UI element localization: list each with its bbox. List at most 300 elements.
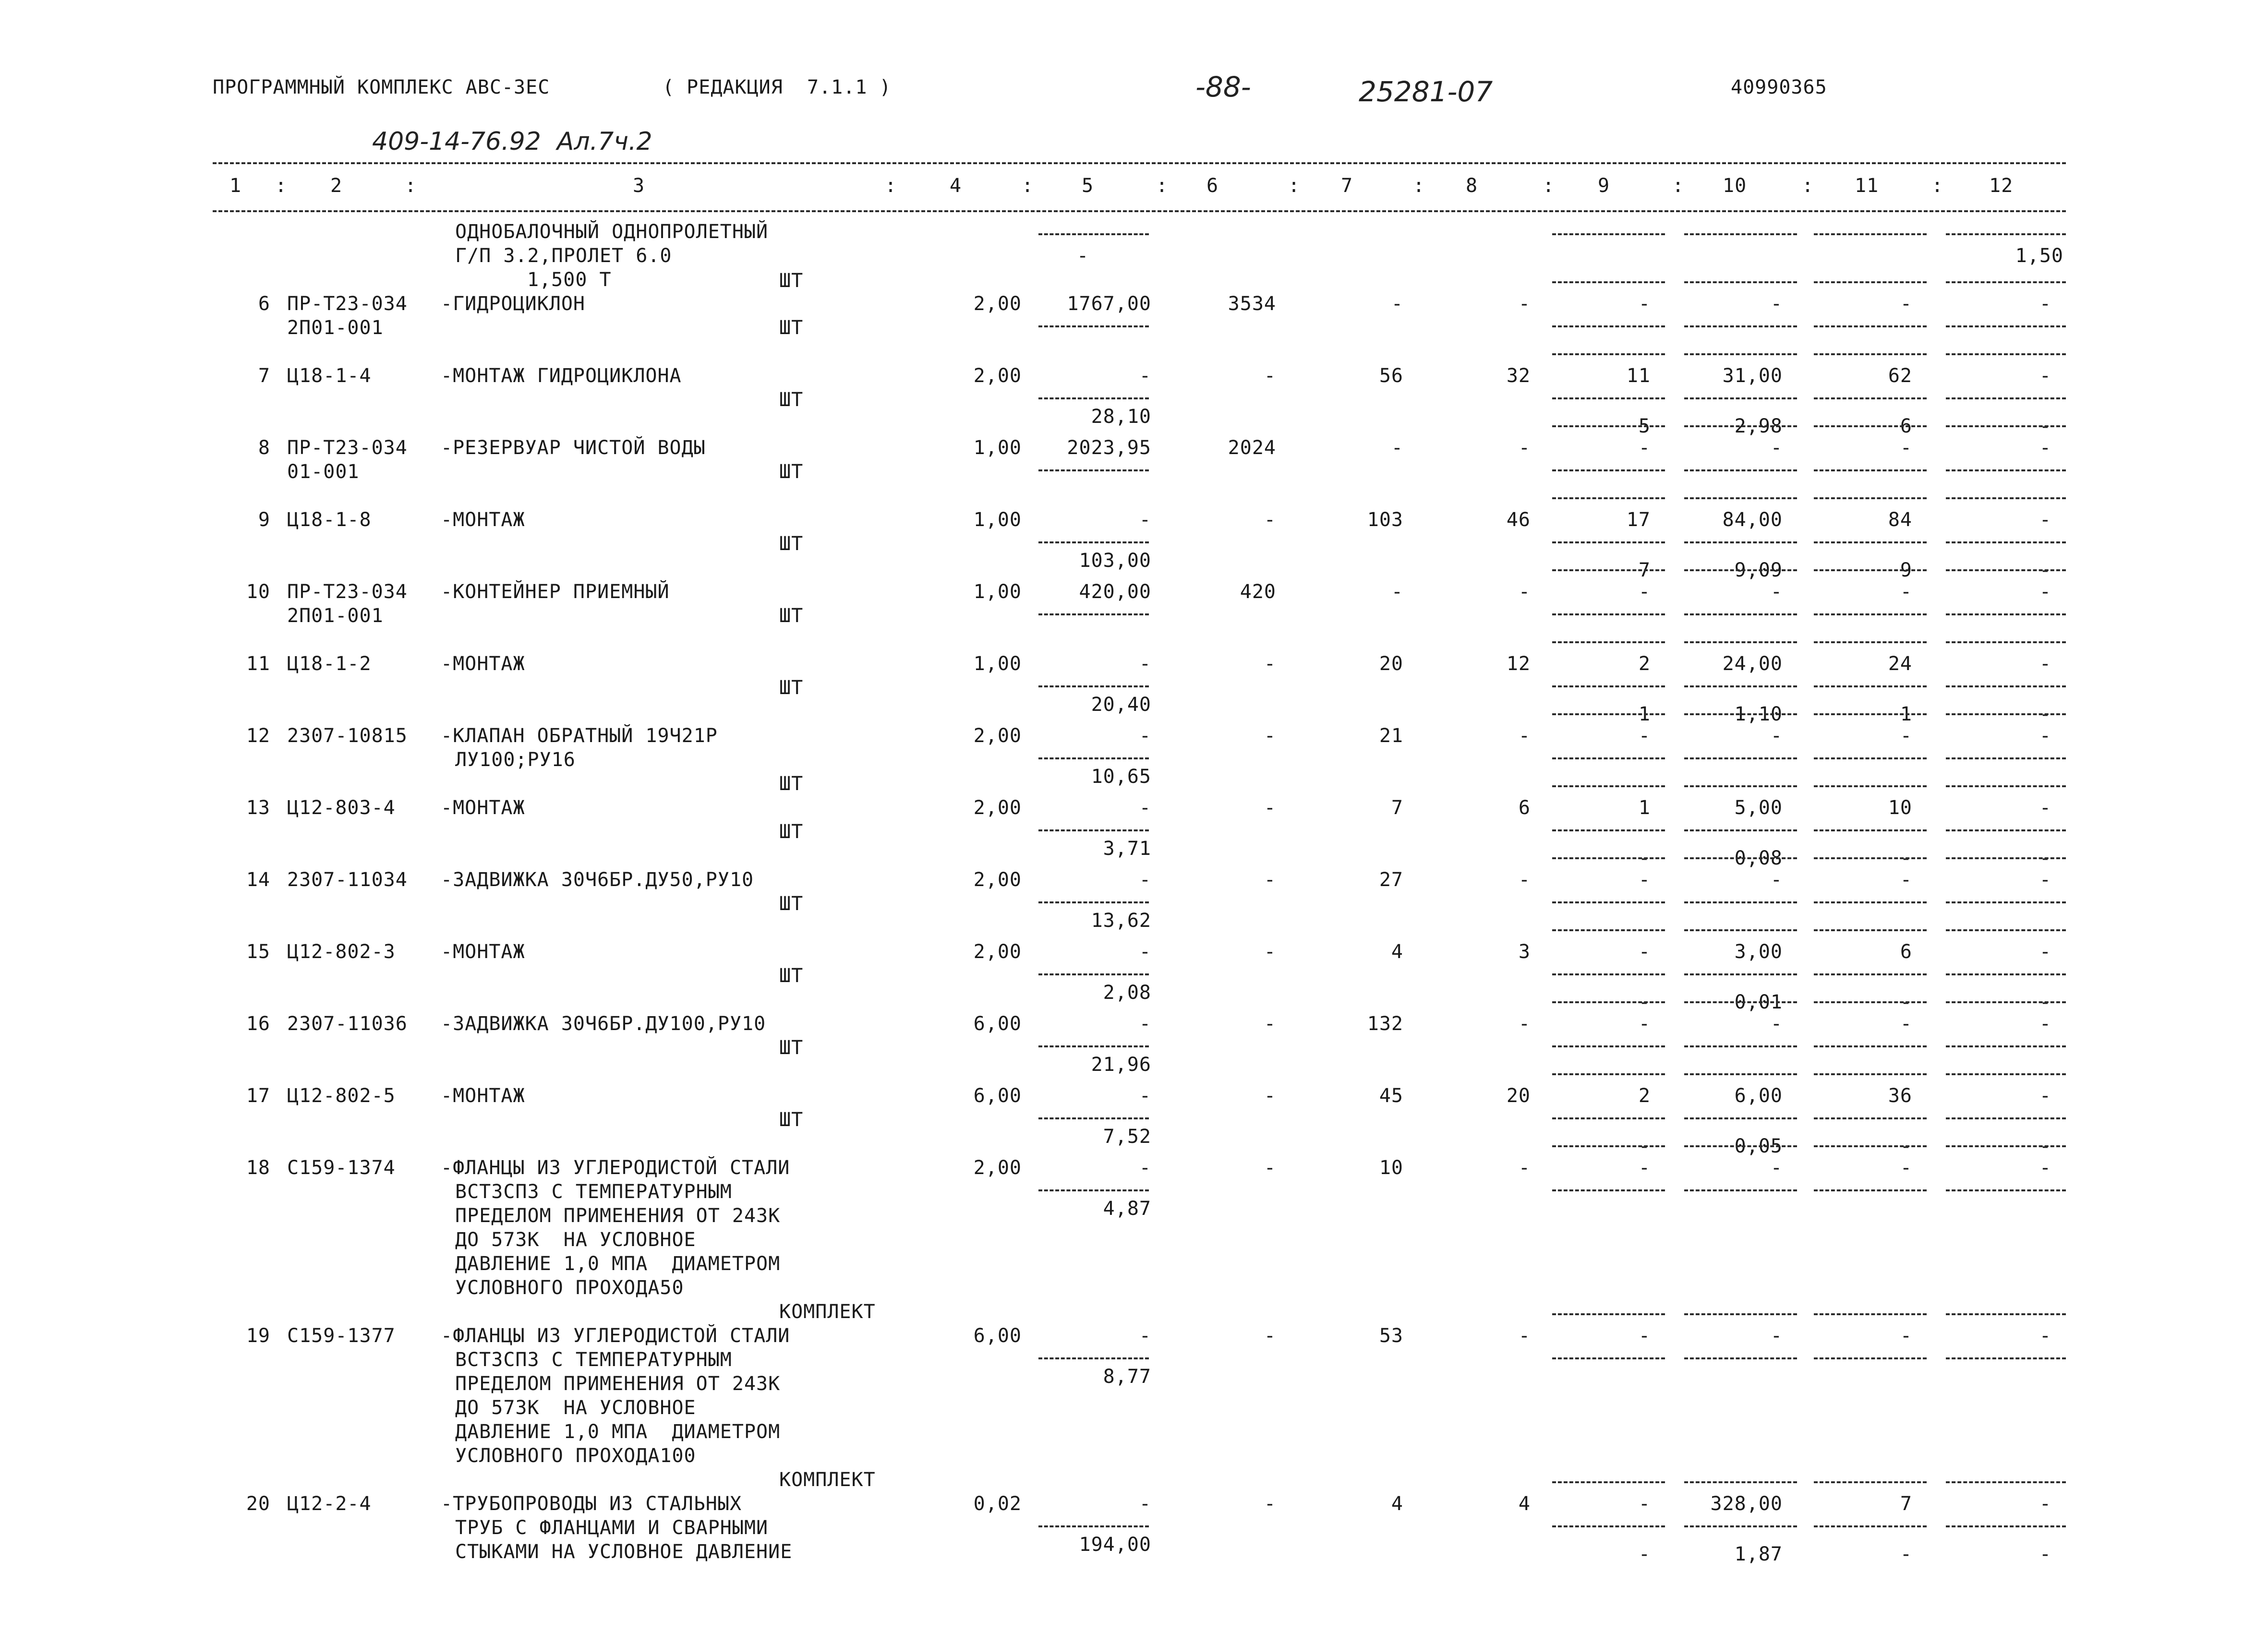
divider-dash [1814,1045,1927,1047]
row-c12-sub-value: - [2039,991,2051,1013]
handwritten-code: 25281-07 [1359,75,1493,108]
row-c10-value: 328,00 [1710,1493,1783,1515]
row-c12-value: - [2039,725,2051,747]
row-total: 2024 [1228,437,1276,459]
row-c10-value: - [1770,1013,1783,1035]
divider-dash [1814,757,1927,759]
divider-dash [1946,613,2066,615]
col-num-3: 3 [633,175,645,197]
col-sep: : [1802,175,1814,197]
row-number: 6 [258,293,270,315]
row-quantity: 1,00 [973,653,1022,675]
divider-dash [1684,325,1797,327]
row-c11-value: 7 [1900,1493,1912,1515]
divider-dash [1038,1117,1149,1119]
row-col7: 4 [1391,1493,1403,1515]
row-total: - [1264,1013,1276,1035]
divider-dash [1552,1189,1665,1191]
row-unit: ШТ [779,893,804,915]
row-col7: 53 [1379,1325,1403,1347]
row-unit-price: - [1139,1157,1151,1179]
row-description-line: ПРЕДЕЛОМ ПРИМЕНЕНИЯ ОТ 243К [455,1205,781,1227]
row-c10-value: 6,00 [1734,1085,1783,1107]
row-c12-sub-value: - [2039,703,2051,725]
row-c9-sub-value: - [1638,991,1651,1013]
row-code-secondary: 2П01-001 [287,317,384,339]
row-col7: 7 [1391,797,1403,819]
divider-dash [1038,469,1149,471]
row-col7: 4 [1391,941,1403,963]
row-unit: ШТ [779,677,804,699]
page-number: -88- [1195,71,1251,103]
row-c11-value: - [1900,1013,1912,1035]
divider-dash [1684,713,1797,715]
preamble-unit: ШТ [779,270,804,292]
row-c11-value: 10 [1888,797,1912,819]
row-c12-sub-value: - [2039,559,2051,581]
divider-dash [1946,1189,2066,1191]
divider-dash [1946,569,2066,571]
row-description-line: -МОНТАЖ [441,1085,525,1107]
row-number: 20 [246,1493,270,1515]
row-number: 11 [246,653,270,675]
row-c9-value: 11 [1626,365,1651,387]
divider-dash [1552,569,1665,571]
divider-dash [1038,1045,1149,1047]
row-description-line: -КЛАПАН ОБРАТНЫЙ 19Ч21Р [441,725,718,747]
row-col8: - [1518,1325,1531,1347]
preamble-desc-line: ОДНОБАЛОЧНЫЙ ОДНОПРОЛЕТНЫЙ [455,221,769,243]
row-total: - [1264,869,1276,891]
divider-dash [1684,785,1797,787]
row-col7: 56 [1379,365,1403,387]
row-c12-value: - [2039,1325,2051,1347]
row-c9-value: - [1638,1325,1651,1347]
divider-dash [1552,641,1665,643]
divider-dash [1946,785,2066,787]
divider-dash [1814,613,1927,615]
divider-dash [1552,1481,1665,1483]
row-col8: 4 [1518,1493,1531,1515]
row-col8: - [1518,1013,1531,1035]
row-col8: 20 [1506,1085,1531,1107]
row-total: 3534 [1228,293,1276,315]
row-quantity: 2,00 [973,941,1022,963]
divider-dash [1684,929,1797,931]
row-quantity: 0,02 [973,1493,1022,1515]
divider-dash [1946,757,2066,759]
row-c11-sub-value: 1 [1900,703,1912,725]
col-sep: : [1672,175,1685,197]
row-c12-sub-value: - [2039,415,2051,437]
divider-dash [1684,1045,1797,1047]
row-c12-value: - [2039,437,2051,459]
row-c10-value: - [1770,437,1783,459]
divider-dash [1552,1001,1665,1003]
row-c11-sub-value: 9 [1900,559,1912,581]
row-unit-labor: 10,65 [1091,766,1151,788]
row-c11-value: 36 [1888,1085,1912,1107]
row-c12-value: - [2039,293,2051,315]
col-sep: : [1413,175,1425,197]
row-c12-value: - [2039,1157,2051,1179]
divider-dash [1552,1045,1665,1047]
row-number: 8 [258,437,270,459]
col-num-6: 6 [1206,175,1219,197]
row-unit-labor: 28,10 [1091,406,1151,428]
row-c9-sub-value: - [1638,1135,1651,1157]
row-description-line: -МОНТАЖ [441,509,525,531]
row-c9-value: - [1638,1013,1651,1035]
row-description-line: ДО 573К НА УСЛОВНОЕ [455,1229,696,1251]
row-code: С159-1377 [287,1325,396,1347]
divider-dash [1552,613,1665,615]
divider-dash [1814,1189,1927,1191]
divider-dash [1552,1357,1665,1359]
divider-dash [1552,829,1665,831]
row-description-line: ЛУ100;РУ16 [455,749,576,771]
row-c9-sub-value: 7 [1638,559,1651,581]
row-c10-value: - [1770,1325,1783,1347]
divider-dash [1684,497,1797,499]
header-rule-bottom [213,210,2066,212]
divider-dash [1684,901,1797,903]
col-num-10: 10 [1723,175,1747,197]
row-description-line: -МОНТАЖ [441,797,525,819]
divider-dash [1946,1525,2066,1527]
row-c11-sub-value: - [1900,1543,1912,1565]
col-sep: : [1931,175,1944,197]
divider-dash [1684,541,1797,543]
row-description-line: ДАВЛЕНИЕ 1,0 МПА ДИАМЕТРОМ [455,1421,781,1443]
row-c9-value: 2 [1638,653,1651,675]
divider-dash [1552,425,1665,427]
row-total: - [1264,941,1276,963]
row-col8: - [1518,293,1531,315]
row-number: 12 [246,725,270,747]
divider-dash [1038,613,1149,615]
row-total: - [1264,1493,1276,1515]
col-num-11: 11 [1855,175,1879,197]
divider-dash [1552,973,1665,975]
row-description-line: -ТРУБОПРОВОДЫ ИЗ СТАЛЬНЫХ [441,1493,742,1515]
col-sep: : [1543,175,1555,197]
row-col8: - [1518,725,1531,747]
preamble-col5: - [1077,245,1089,267]
row-unit-price: - [1139,797,1151,819]
row-c10-value: 24,00 [1722,653,1783,675]
divider-dash [1814,973,1927,975]
row-unit-labor: 2,08 [1103,982,1151,1004]
row-quantity: 2,00 [973,365,1022,387]
divider-dash [1946,1145,2066,1147]
row-description-line: -ГИДРОЦИКЛОН [441,293,585,315]
divider-dash [1684,353,1797,355]
row-c10-value: - [1770,1157,1783,1179]
row-total: - [1264,1325,1276,1347]
divider-dash [1814,497,1927,499]
divider-dash [1814,1145,1927,1147]
divider-dash [1684,281,1797,283]
divider-dash [1552,713,1665,715]
divider-dash [1684,685,1797,687]
col-num-2: 2 [330,175,343,197]
row-c11-sub-value: 6 [1900,415,1912,437]
col-sep: : [275,175,288,197]
divider-dash [1038,973,1149,975]
row-col7: 132 [1367,1013,1403,1035]
row-c11-value: - [1900,437,1912,459]
row-description-line: ТРУБ С ФЛАНЦАМИ И СВАРНЫМИ [455,1517,769,1539]
row-c12-sub-value: - [2039,1135,2051,1157]
divider-dash [1684,569,1797,571]
divider-dash [1038,233,1149,235]
divider-dash [1946,425,2066,427]
row-description-line: СТЫКАМИ НА УСЛОВНОЕ ДАВЛЕНИЕ [455,1541,793,1563]
divider-dash [1552,857,1665,859]
row-quantity: 1,00 [973,437,1022,459]
divider-dash [1552,353,1665,355]
row-c10-sub-value: 2,98 [1734,415,1783,437]
row-col8: 12 [1506,653,1531,675]
divider-dash [1946,541,2066,543]
col-num-8: 8 [1466,175,1478,197]
divider-dash [1946,233,2066,235]
row-c12-value: - [2039,1013,2051,1035]
row-col7: - [1391,581,1403,603]
row-c11-sub-value: - [1900,991,1912,1013]
handwritten-subtitle: 409-14-76.92 Ал.7ч.2 [372,127,652,156]
row-unit-price: - [1139,653,1151,675]
col-sep: : [1022,175,1034,197]
row-unit: ШТ [779,533,804,555]
divider-dash [1814,641,1927,643]
divider-dash [1946,1357,2066,1359]
row-c10-value: - [1770,869,1783,891]
divider-dash [1814,713,1927,715]
row-code: Ц18-1-4 [287,365,372,387]
divider-dash [1684,829,1797,831]
row-number: 16 [246,1013,270,1035]
row-number: 18 [246,1157,270,1179]
row-code: ПР-Т23-034 [287,293,408,315]
divider-dash [1684,1145,1797,1147]
divider-dash [1946,641,2066,643]
row-c11-value: 6 [1900,941,1912,963]
divider-dash [1946,281,2066,283]
row-c11-sub-value: - [1900,1135,1912,1157]
row-c11-value: - [1900,293,1912,315]
row-c9-sub-value: 5 [1638,415,1651,437]
row-unit-labor: 103,00 [1079,550,1151,572]
row-description-line: -МОНТАЖ [441,653,525,675]
row-number: 19 [246,1325,270,1347]
row-c9-value: - [1638,293,1651,315]
row-col8: - [1518,437,1531,459]
row-number: 7 [258,365,270,387]
row-unit-labor: 8,77 [1103,1366,1151,1388]
row-unit-price: - [1139,1493,1151,1515]
divider-dash [1684,973,1797,975]
row-c12-value: - [2039,869,2051,891]
row-c10-sub-value: 0,01 [1734,991,1783,1013]
row-col8: 46 [1506,509,1531,531]
row-unit: КОМПЛЕКТ [779,1469,876,1491]
divider-dash [1814,425,1927,427]
row-c11-value: - [1900,725,1912,747]
divider-dash [1684,613,1797,615]
row-unit-price: 2023,95 [1067,437,1151,459]
row-unit-labor: 7,52 [1103,1126,1151,1148]
divider-dash [1946,497,2066,499]
row-unit-price: - [1139,1085,1151,1107]
row-col7: 20 [1379,653,1403,675]
row-number: 14 [246,869,270,891]
divider-dash [1038,757,1149,759]
row-code: Ц12-802-3 [287,941,396,963]
row-code: ПР-Т23-034 [287,437,408,459]
row-c10-value: - [1770,581,1783,603]
row-c12-value: - [2039,1085,2051,1107]
row-description-line: -ФЛАНЦЫ ИЗ УГЛЕРОДИСТОЙ СТАЛИ [441,1157,790,1179]
row-unit: ШТ [779,821,804,843]
divider-dash [1814,397,1927,399]
row-col7: 103 [1367,509,1403,531]
row-code: Ц12-803-4 [287,797,396,819]
divider-dash [1814,569,1927,571]
divider-dash [1814,1525,1927,1527]
divider-dash [1038,1357,1149,1359]
row-code: 2307-11036 [287,1013,408,1035]
row-description-line: УСЛОВНОГО ПРОХОДА50 [455,1277,684,1299]
row-col7: 10 [1379,1157,1403,1179]
row-unit: ШТ [779,1109,804,1131]
row-unit-labor: 20,40 [1091,694,1151,716]
row-description-line: ПРЕДЕЛОМ ПРИМЕНЕНИЯ ОТ 243К [455,1373,781,1395]
row-c9-value: 17 [1626,509,1651,531]
divider-dash [1814,1313,1927,1315]
row-c9-value: - [1638,941,1651,963]
row-quantity: 2,00 [973,1157,1022,1179]
header-rule-top [213,162,2066,164]
row-description-line: -МОНТАЖ [441,941,525,963]
row-number: 13 [246,797,270,819]
row-code: 2307-10815 [287,725,408,747]
divider-dash [1684,641,1797,643]
row-code: Ц12-2-4 [287,1493,372,1515]
divider-dash [1684,857,1797,859]
row-c11-value: - [1900,1325,1912,1347]
row-code: Ц18-1-8 [287,509,372,531]
divider-dash [1552,325,1665,327]
divider-dash [1814,1073,1927,1075]
divider-dash [1946,973,2066,975]
divider-dash [1946,1117,2066,1119]
divider-dash [1552,497,1665,499]
row-c12-sub-value: - [2039,847,2051,869]
row-unit: ШТ [779,773,804,795]
row-c10-value: 5,00 [1734,797,1783,819]
row-code: Ц18-1-2 [287,653,372,675]
row-unit: КОМПЛЕКТ [779,1301,876,1323]
edition-label: ( РЕДАКЦИЯ 7.1.1 ) [663,76,892,98]
row-unit-price: 420,00 [1079,581,1151,603]
divider-dash [1946,857,2066,859]
divider-dash [1946,1481,2066,1483]
row-total: - [1264,653,1276,675]
row-col7: - [1391,293,1403,315]
row-quantity: 1,00 [973,581,1022,603]
divider-dash [1684,425,1797,427]
row-description-line: ДАВЛЕНИЕ 1,0 МПА ДИАМЕТРОМ [455,1253,781,1275]
divider-dash [1814,469,1927,471]
row-c11-value: 62 [1888,365,1912,387]
row-number: 17 [246,1085,270,1107]
divider-dash [1946,1001,2066,1003]
divider-dash [1814,901,1927,903]
row-code: 2307-11034 [287,869,408,891]
row-c9-value: - [1638,869,1651,891]
row-quantity: 2,00 [973,797,1022,819]
row-c9-sub-value: 1 [1638,703,1651,725]
row-col8: - [1518,869,1531,891]
row-unit: ШТ [779,605,804,627]
divider-dash [1684,469,1797,471]
col-num-4: 4 [950,175,962,197]
row-c12-value: - [2039,581,2051,603]
row-total: - [1264,365,1276,387]
divider-dash [1552,1313,1665,1315]
divider-dash [1814,281,1927,283]
row-description-line: -МОНТАЖ ГИДРОЦИКЛОНА [441,365,682,387]
row-c10-sub-value: 1,10 [1734,703,1783,725]
row-col7: 27 [1379,869,1403,891]
row-c10-sub-value: 0,05 [1734,1135,1783,1157]
divider-dash [1552,1145,1665,1147]
divider-dash [1552,1073,1665,1075]
row-total: - [1264,797,1276,819]
divider-dash [1814,1001,1927,1003]
col-num-12: 12 [1989,175,2014,197]
row-code: С159-1374 [287,1157,396,1179]
divider-dash [1552,397,1665,399]
row-c11-value: 24 [1888,653,1912,675]
divider-dash [1946,829,2066,831]
divider-dash [1684,1313,1797,1315]
divider-dash [1814,685,1927,687]
col-sep: : [405,175,417,197]
doc-number: 40990365 [1731,76,1827,98]
divider-dash [1684,757,1797,759]
row-col7: 45 [1379,1085,1403,1107]
divider-dash [1684,1001,1797,1003]
row-c9-value: 2 [1638,1085,1651,1107]
row-description-line: ВСТ3СП3 С ТЕМПЕРАТУРНЫМ [455,1349,732,1371]
divider-dash [1684,397,1797,399]
program-title: ПРОГРАММНЫЙ КОМПЛЕКС АВС-3ЕС [213,76,550,98]
row-unit: ШТ [779,317,804,339]
divider-dash [1552,785,1665,787]
col-sep: : [885,175,897,197]
divider-dash [1814,1357,1927,1359]
row-quantity: 1,00 [973,509,1022,531]
divider-dash [1946,397,2066,399]
row-c10-sub-value: 9,09 [1734,559,1783,581]
divider-dash [1038,685,1149,687]
divider-dash [1552,233,1665,235]
preamble-col12: 1,50 [2015,245,2063,267]
row-quantity: 2,00 [973,869,1022,891]
